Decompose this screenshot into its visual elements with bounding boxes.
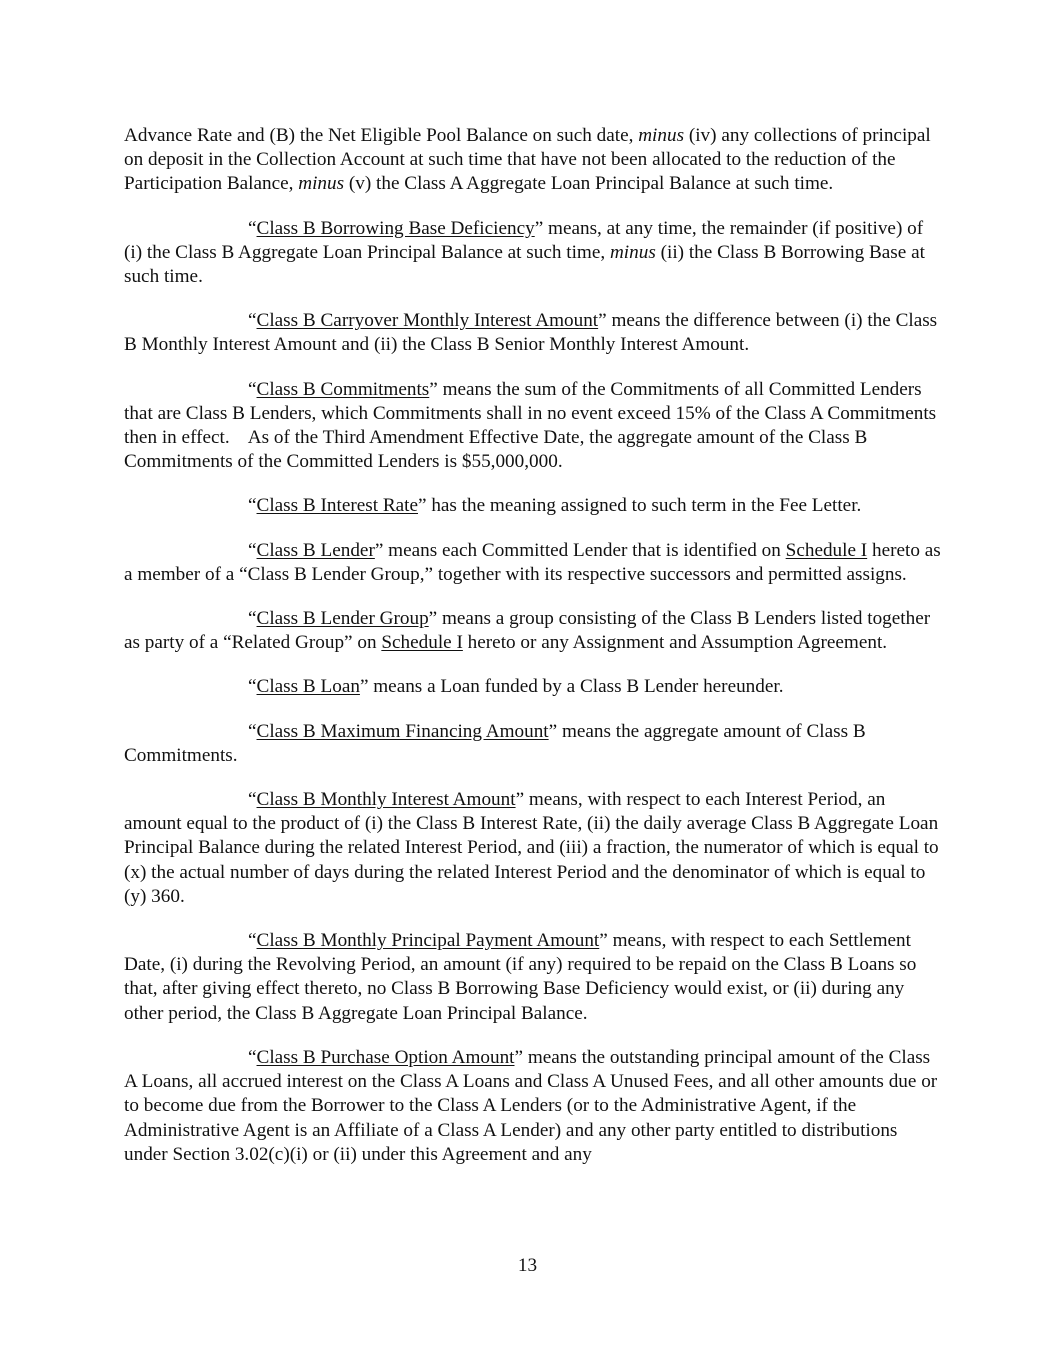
definition-class-b-loan: “Class B Loan” means a Loan funded by a Class B Lender hereunder. [248, 676, 784, 698]
italic-text: minus [298, 173, 345, 195]
definition-text: hereto as a member of a “Class B Lender Group,” together with its respective successors and permitted assigns. [124, 539, 941, 585]
definition-class-b-monthly-principal-payment-amount: “Class B Monthly Principal Payment Amount” means, with respect to each Settlement Date, (i) during the Revolving Period, an amount (if any) required to be repaid on the Class B Loans so that, after giving effect thereto, no Class B Borrowing Base Deficiency would exist, or (ii) during any other period, the Class B Aggregate Loan Principal Balance. [124, 930, 917, 1024]
defined-term: Class B Loan [256, 676, 360, 698]
definition-text: ” has the meaning assigned to such term in the Fee Letter. [418, 495, 862, 517]
definition-class-b-maximum-financing-amount: “Class B Maximum Financing Amount” means the aggregate amount of Class B Commitments. [124, 720, 866, 766]
italic-text: minus [638, 125, 685, 146]
definition-text: (ii) the Class B Borrowing Base at such time. [124, 241, 925, 288]
defined-term: Class B Commitments [256, 378, 430, 400]
paragraph-continuation [124, 124, 944, 197]
text-run: (v) the Class A Aggregate Loan Principal Balance at such time. [344, 173, 834, 195]
defined-term: Class B Carryover Monthly Interest Amount [256, 310, 599, 332]
document-body [124, 124, 944, 1187]
definition-text: ” means the outstanding principal amount of the Class A Loans, all accrued interest on the Class A Loans and Class A Unused Fees, and all other amounts due or to become due from the Borrower to the Class A Lenders (or to the Administrative Agent, if the Administrative Agent is an Affiliate of a Class A Lender) and any other party entitled to distributions under Section 3.02(c)(i) or (ii) under this Agreement and any [124, 1046, 938, 1165]
definition-class-b-carryover-monthly-interest-amount: “Class B Carryover Monthly Interest Amount” means the difference between (i) the Class B Monthly Interest Amount and (ii) the Class B Senior Monthly Interest Amount. [124, 310, 938, 356]
schedule-reference: Schedule I [381, 632, 463, 654]
definition-class-b-lender: “Class B Lender” means each Committed Lender that is identified on Schedule I hereto as a member of a “Class B Lender Group,” together with its respective successors and permitted assigns. [124, 539, 941, 585]
text-run: Advance Rate and (B) the Net Eligible Pool Balance on such date, [124, 125, 639, 146]
defined-term: Class B Lender [256, 539, 375, 561]
definition-text: ” means the difference between (i) the Class B Monthly Interest Amount and (ii) the Class B Senior Monthly Interest Amount. [124, 310, 938, 356]
defined-term: Class B Purchase Option Amount [256, 1046, 515, 1068]
defined-term: Class B Monthly Principal Payment Amount [256, 930, 600, 952]
definition-text: hereto or any Assignment and Assumption Agreement. [462, 632, 888, 654]
definition-text: ” means a Loan funded by a Class B Lender hereunder. [359, 676, 784, 698]
definition-text: ” means a group consisting of the Class B Lenders listed together as party of a “Related Group” on [124, 608, 931, 654]
defined-term: Class B Interest Rate [256, 495, 418, 517]
italic-text: minus [609, 241, 656, 263]
defined-term: Class B Monthly Interest Amount [256, 789, 516, 811]
definition-class-b-lender-group: “Class B Lender Group” means a group consisting of the Class B Lenders listed together as party of a “Related Group” on Schedule I hereto or any Assignment and Assumption Agreement. [124, 608, 931, 654]
definition-text: ” means the sum of the Commitments of all Committed Lenders that are Class B Lenders, which Commitments shall in no event exceed 15% of the Class A Commitments then in effect. As of the Third Amendment Effective Date, the aggregate amount of the Class B Commitments of the Committed Lenders is $55,000,000. [124, 378, 941, 473]
definition-class-b-commitments: “Class B Commitments” means the sum of the Commitments of all Committed Lenders that are Class B Lenders, which Commitments shall in no event exceed 15% of the Class A Commitments then in effect. As of the Third Amendment Effective Date, the aggregate amount of the Class B Commitments of the Committed Lenders is $55,000,000. [124, 378, 941, 473]
definition-class-b-borrowing-base-deficiency: “Class B Borrowing Base Deficiency” means, at any time, the remainder (if positive) of (i) the Class B Aggregate Loan Principal Balance at such time, minus (ii) the Class B Borrowing Base at such time. [124, 217, 925, 288]
definition-text: ” means, at any time, the remainder (if positive) of (i) the Class B Aggregate Loan Principal Balance at such time, [124, 217, 924, 263]
page-number: 13 [517, 1255, 538, 1276]
definition-text: ” means, with respect to each Settlement Date, (i) during the Revolving Period, an amount (if any) required to be repaid on the Class B Loans so that, after giving effect thereto, no Class B Borrowing Base Deficiency would exist, or (ii) during any other period, the Class B Aggregate Loan Principal Balance. [124, 930, 917, 1024]
definition-class-b-interest-rate: “Class B Interest Rate” has the meaning assigned to such term in the Fee Letter. [248, 495, 862, 517]
defined-term: Class B Maximum Financing Amount [256, 720, 549, 742]
defined-term: Class B Borrowing Base Deficiency [256, 217, 535, 239]
definition-class-b-monthly-interest-amount: “Class B Monthly Interest Amount” means, with respect to each Interest Period, an amount equal to the product of (i) the Class B Interest Rate, (ii) the daily average Class B Aggregate Loan Principal Balance during the related Interest Period, and (iii) a fraction, the numerator of which is equal to (x) the actual number of days during the related Interest Period and the denominator of which is equal to (y) 360. [124, 789, 939, 907]
defined-term: Class B Lender Group [256, 608, 429, 630]
definition-text: ” means each Committed Lender that is identified on [374, 539, 786, 561]
schedule-reference: Schedule I [785, 539, 868, 561]
definition-text: ” means, with respect to each Interest Period, an amount equal to the product of (i) the Class B Interest Rate, (ii) the daily average Class B Aggregate Loan Principal Balance during the related Interest Period, and (iii) a fraction, the numerator of which is equal to (x) the actual number of days during the related Interest Period and the denominator of which is equal to (y) 360. [124, 789, 939, 907]
definition-class-b-purchase-option-amount: “Class B Purchase Option Amount” means the outstanding principal amount of the Class A Loans, all accrued interest on the Class A Loans and Class A Unused Fees, and all other amounts due or to become due from the Borrower to the Class A Lenders (or to the Administrative Agent, if the Administrative Agent is an Affiliate of a Class A Lender) and any other party entitled to distributions under Section 3.02(c)(i) or (ii) under this Agreement and any [124, 1046, 938, 1165]
text-run: (iv) any collections of principal on deposit in the Collection Account at such time that have not been allocated to the reduction of the Participation Balance, [124, 125, 931, 195]
definition-text: ” means the aggregate amount of Class B Commitments. [124, 720, 866, 766]
